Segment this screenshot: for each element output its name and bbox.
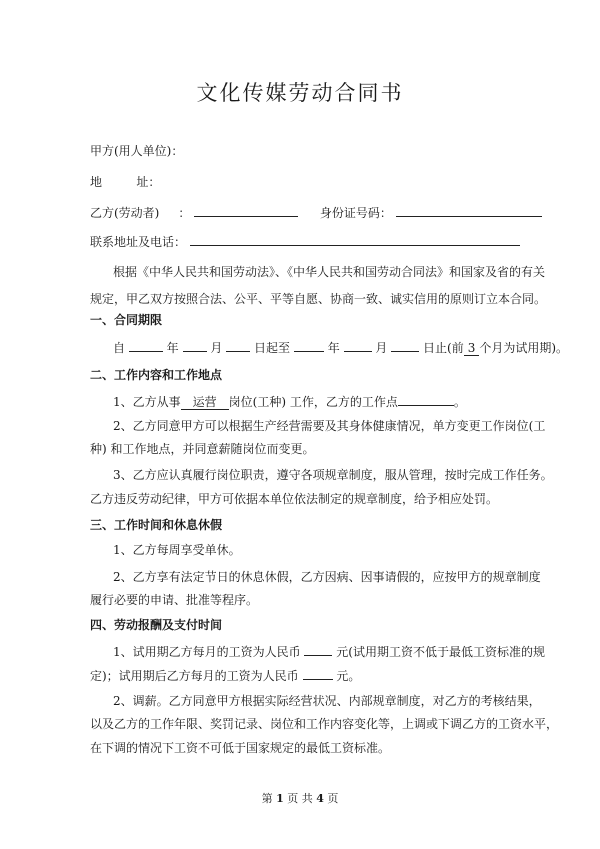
salary-trial-text-a: 1、试用期乙方每月的工资为人民币 — [113, 645, 301, 659]
intro-line-1: 根据《中华人民共和国劳动法》、《中华人民共和国劳动合同法》和国家及省的有关 — [113, 265, 546, 279]
s3-p2-line-1: 2、乙方享有法定节日的休息休假，乙方因病、因事请假的，应按甲方的规章制度 — [113, 570, 541, 584]
s4-p2-line-1: 2、调薪。乙方同意甲方根据实际经营状况、内部规章制度，对乙方的考核结果， — [113, 694, 541, 708]
salary-regular-blank — [303, 667, 333, 680]
section-2-heading: 二、工作内容和工作地点 — [90, 368, 223, 382]
probation-months-value: 3 — [464, 341, 480, 356]
address-label — [90, 174, 160, 190]
work-post-text-c: 。 — [453, 395, 466, 409]
s4-p2-line-3: 在下调的情况下工资不可低于国家规定的最低工资标准。 — [90, 741, 391, 755]
address-text: 地 址： — [90, 175, 161, 189]
salary-trial-row — [113, 643, 545, 660]
s2-p2-line-2: 种) 和工作地点，并同意薪随岗位而变更。 — [90, 442, 315, 456]
footer-middle: 页 共 — [287, 792, 313, 805]
term-month-text: 月 — [210, 341, 223, 355]
document-title: 文化传媒劳动合同书 — [196, 81, 404, 105]
footer-total-pages: 4 — [316, 792, 324, 805]
term-month2-text: 月 — [375, 341, 388, 355]
contact-label: 联系地址及电话： — [90, 235, 187, 249]
term-end-day-blank — [391, 339, 419, 352]
id-number-label: 身份证号码： — [319, 206, 392, 220]
salary-regular-text-a: 定)；试用期后乙方每月的工资为人民币 — [90, 669, 299, 683]
section-3-heading: 三、工作时间和休息休假 — [90, 518, 223, 532]
term-year-text: 年 — [166, 341, 179, 355]
salary-trial-text-b: 元(试用期工资不低于最低工资标准的规 — [336, 645, 545, 659]
term-start-month-blank — [183, 339, 207, 352]
term-day-from-text: 日起至 — [254, 341, 291, 355]
work-post-text-b: 岗位(工种) 工作，乙方的工作点 — [228, 395, 398, 409]
work-location-blank — [398, 393, 454, 406]
footer-prefix: 第 — [261, 792, 273, 805]
term-day-to-text: 日止(前 — [423, 341, 464, 355]
contact-row — [90, 233, 520, 250]
s2-p3-line-1: 3、乙方应认真履行岗位职责，遵守各项规章制度，服从管理，按时完成工作任务。 — [113, 468, 553, 482]
contract-term-row — [113, 339, 568, 356]
term-end-year-blank — [294, 339, 324, 352]
contact-blank — [190, 233, 520, 246]
page-footer — [0, 790, 600, 806]
term-from-text: 自 — [113, 341, 126, 355]
party-b-label: 乙方(劳动者) ： — [90, 206, 191, 220]
s3-p2-line-2: 履行必要的申请、批准等程序。 — [90, 593, 259, 607]
salary-regular-text-b: 元。 — [336, 669, 361, 683]
work-post-value: 运营 — [181, 395, 229, 410]
term-year2-text: 年 — [327, 341, 340, 355]
salary-regular-row — [90, 667, 360, 684]
section-4-heading: 四、劳动报酬及支付时间 — [90, 618, 223, 632]
section-1-heading: 一、合同期限 — [90, 313, 163, 327]
intro-line-2: 规定，甲乙双方按照合法、公平、平等自愿、协商一致、诚实信用的原则订立本合同。 — [90, 292, 547, 306]
id-number-blank — [396, 204, 542, 217]
s4-p2-line-2: 以及乙方的工作年限、奖罚记录、岗位和工作内容变化等，上调或下调乙方的工资水平， — [90, 717, 559, 731]
party-b-blank — [194, 204, 298, 217]
work-post-text-a: 1、乙方从事 — [113, 395, 181, 409]
footer-suffix: 页 — [327, 792, 339, 805]
work-post-row — [113, 393, 466, 410]
footer-page-number: 1 — [276, 792, 284, 805]
term-tail-text: 个月为试用期)。 — [479, 341, 569, 355]
party-a-label: 甲方(用人单位)： — [90, 144, 184, 158]
salary-trial-blank — [304, 643, 332, 656]
s3-p1: 1、乙方每周享受单休。 — [113, 543, 241, 557]
term-start-year-blank — [129, 339, 163, 352]
s2-p2-line-1: 2、乙方同意甲方可以根据生产经营需要及其身体健康情况，单方变更工作岗位(工 — [113, 419, 546, 433]
party-b-row — [90, 204, 542, 221]
term-start-day-blank — [226, 339, 250, 352]
term-end-month-blank — [344, 339, 372, 352]
s2-p3-line-2: 乙方违反劳动纪律，甲方可依据本单位依法制定的规章制度，给予相应处罚。 — [90, 492, 499, 506]
